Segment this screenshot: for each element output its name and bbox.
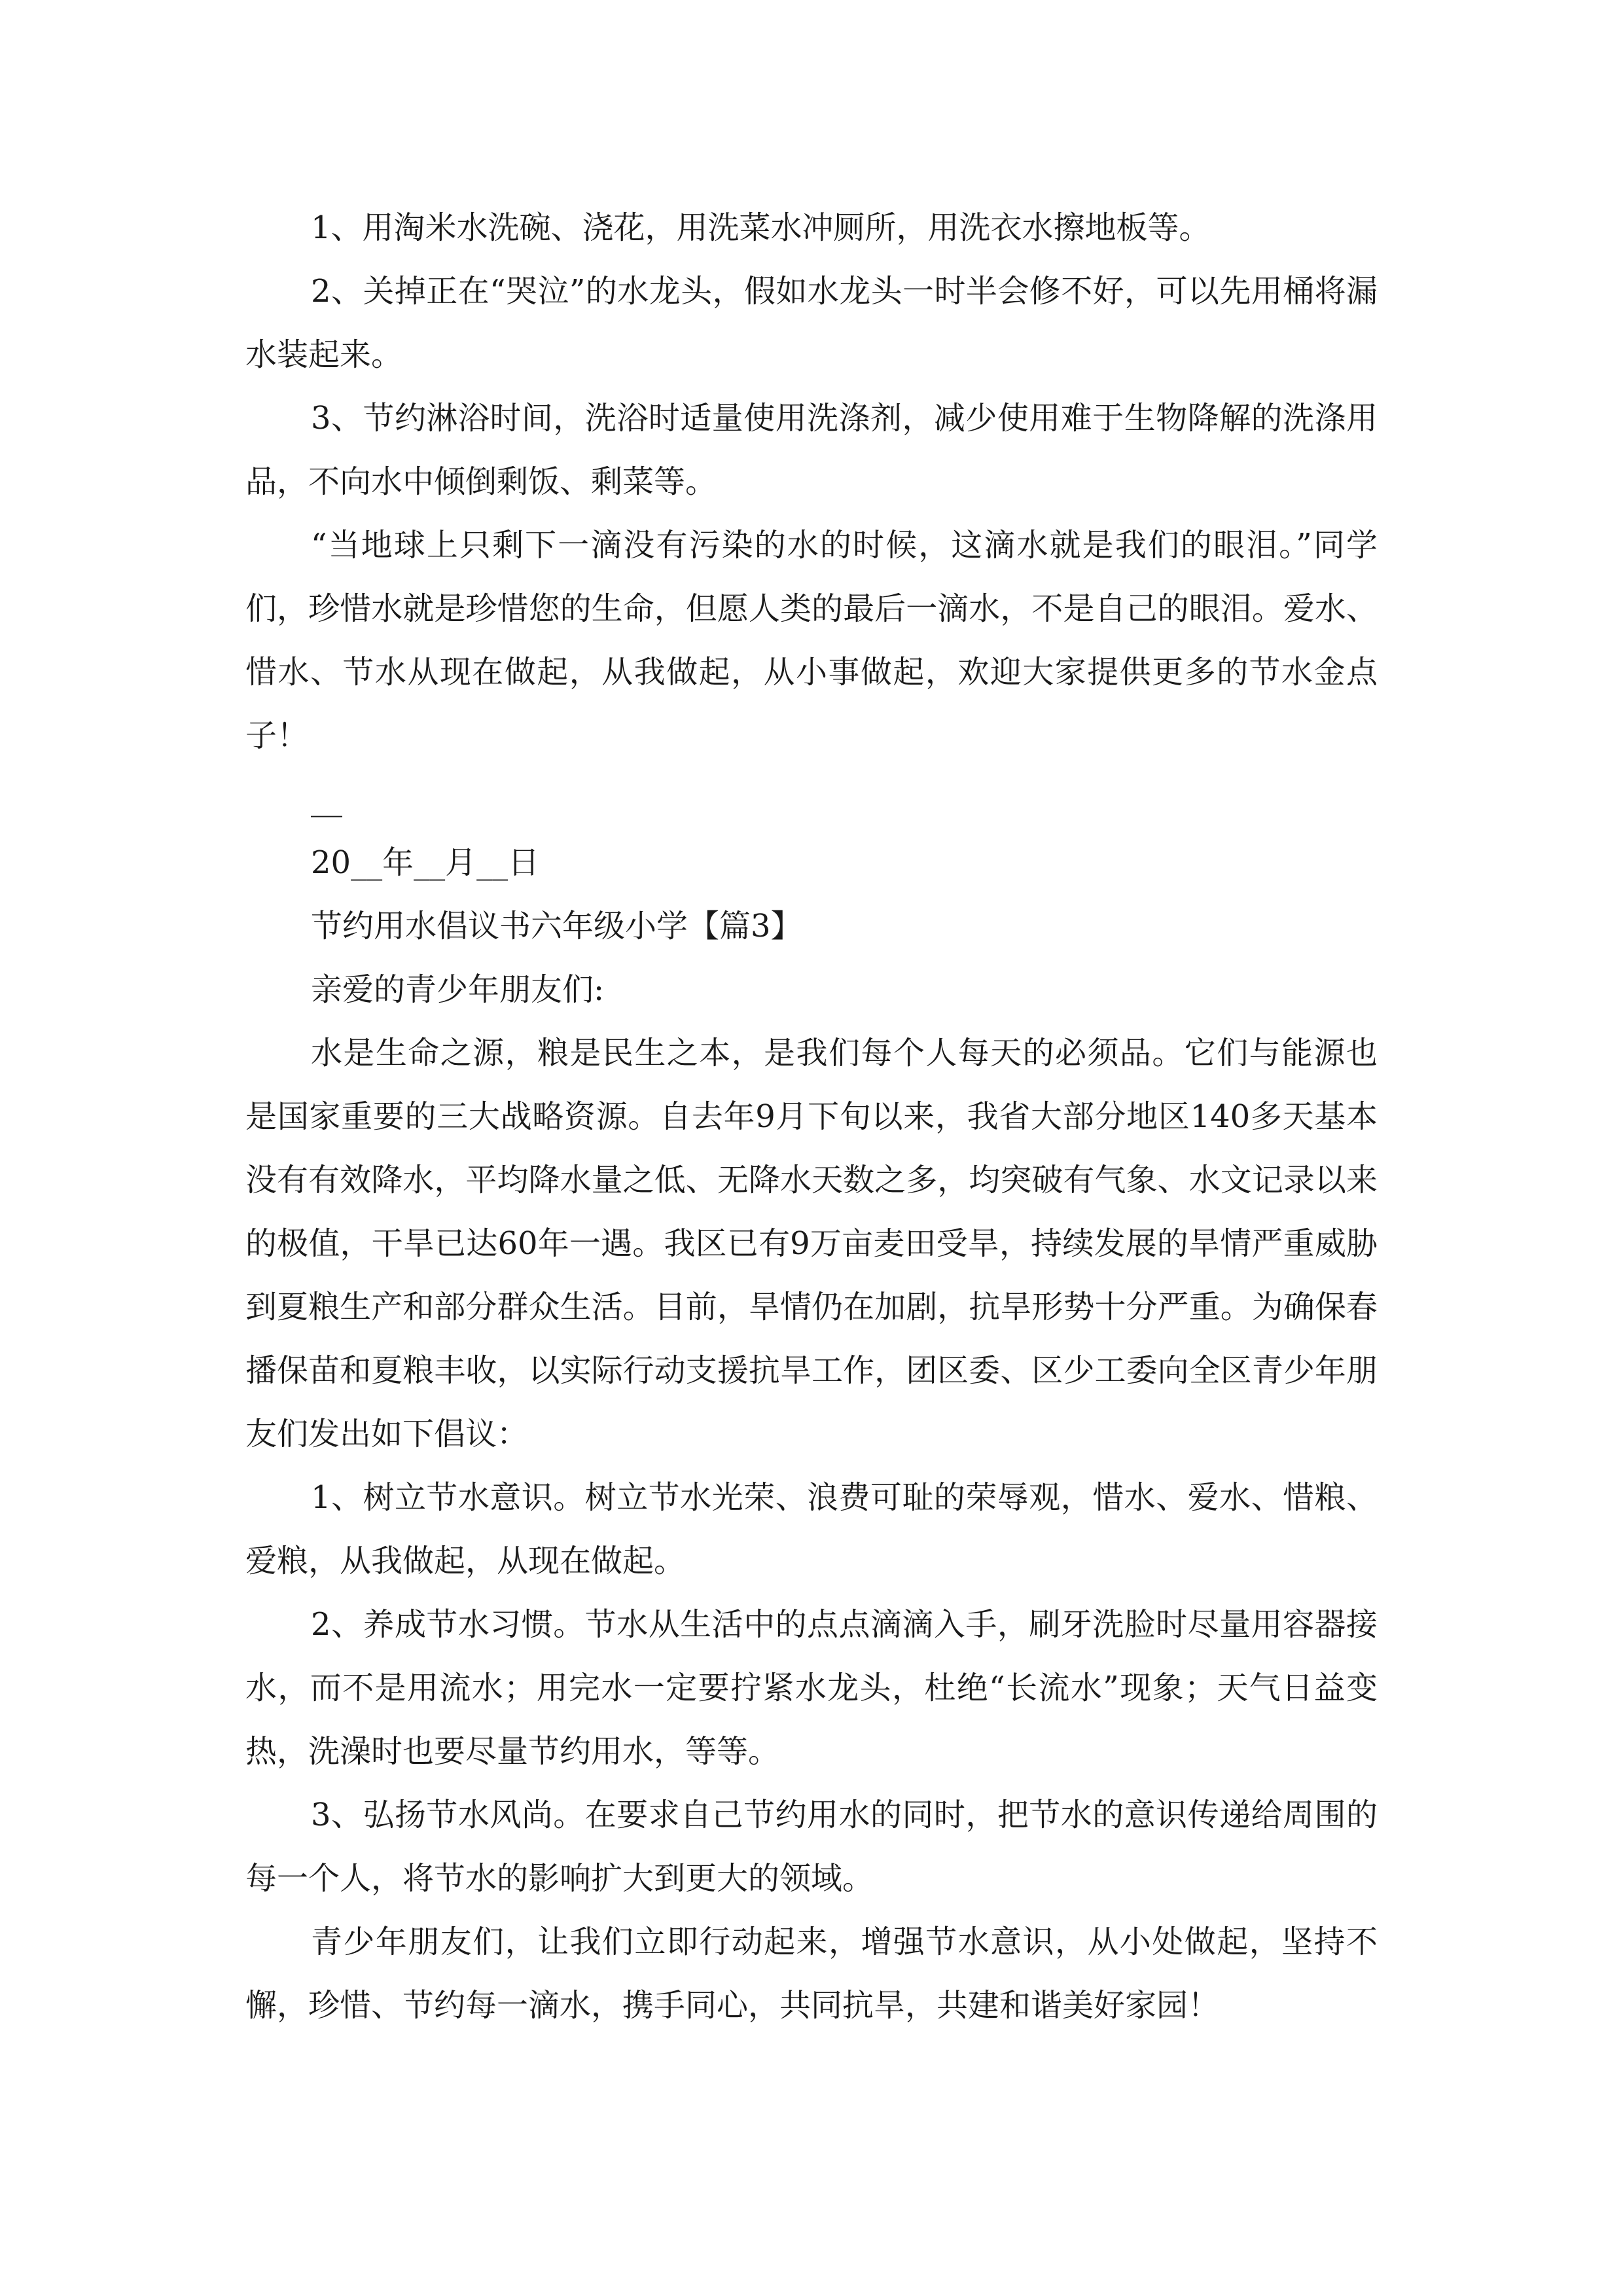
body-paragraph-intro: 水是生命之源，粮是民生之本，是我们每个人每天的必须品。它们与能源也是国家重要的三大战略资源。自去年9月下旬以来，我省大部分地区140多天基本没有有效降水，平均降水量之低、无降水天数之多，均突破有气象、水文记录以来的极值，干旱已达60年一遇。我区已有9万亩麦田受旱，持续发展的旱情严重威胁到夏粮生产和部分群众生活。目前，旱情仍在加剧，抗旱形势十分严重。为确保春播保苗和夏粮丰收，以实际行动支援抗旱工作，团区委、区少工委向全区青少年朋友们发出如下倡议： (245, 1035, 1378, 1452)
document-page (245, 196, 1378, 2037)
tip-paragraph-1: 1、用淘米水洗碗、浇花，用洗菜水冲厕所，用洗衣水擦地板等。 (311, 209, 1211, 246)
proposal-item-3: 3、弘扬节水风尚。在要求自己节约用水的同时，把节水的意识传递给周围的每一个人，将节水的影响扩大到更大的领域。 (245, 1797, 1378, 1897)
date-line: 20__年__月__日 (311, 844, 540, 881)
section-title: 节约用水倡议书六年级小学【篇3】 (311, 908, 802, 944)
proposal-item-2: 2、养成节水习惯。节水从生活中的点点滴滴入手，刷牙洗脸时尽量用容器接水，而不是用流水；用完水一定要拧紧水龙头，杜绝“长流水”现象；天气日益变热，洗澡时也要尽量节约用水，等等。 (245, 1606, 1378, 1770)
signature-line: __ (311, 781, 342, 817)
tip-paragraph-3: 3、节约淋浴时间，洗浴时适量使用洗涤剂，减少使用难于生物降解的洗涤用品，不向水中倾倒剩饭、剩菜等。 (245, 400, 1378, 500)
proposal-item-1: 1、树立节水意识。树立节水光荣、浪费可耻的荣辱观，惜水、爱水、惜粮、爱粮，从我做起，从现在做起。 (245, 1479, 1378, 1579)
final-call-paragraph: 青少年朋友们，让我们立即行动起来，增强节水意识，从小处做起，坚持不懈，珍惜、节约每一滴水，携手同心，共同抗旱，共建和谐美好家园！ (245, 1924, 1378, 2024)
closing-paragraph: “当地球上只剩下一滴没有污染的水的时候，这滴水就是我们的眼泪。”同学们，珍惜水就是珍惜您的生命，但愿人类的最后一滴水，不是自己的眼泪。爱水、惜水、节水从现在做起，从我做起，从小事做起，欢迎大家提供更多的节水金点子！ (245, 527, 1378, 754)
tip-paragraph-2: 2、关掉正在“哭泣”的水龙头，假如水龙头一时半会修不好，可以先用桶将漏水装起来。 (245, 273, 1378, 373)
salutation: 亲爱的青少年朋友们: (311, 971, 605, 1008)
